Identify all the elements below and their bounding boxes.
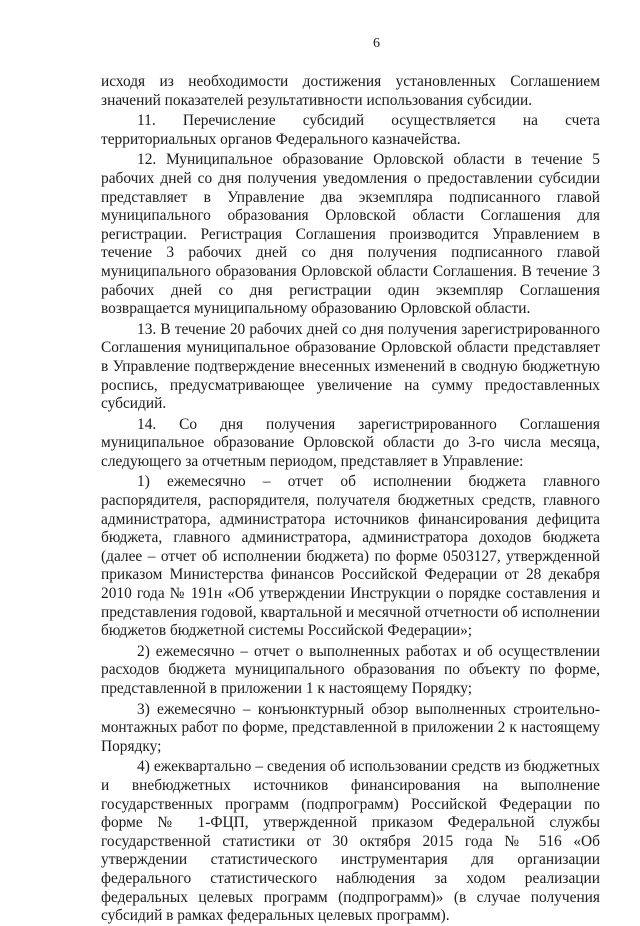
- paragraph: 14. Со дня получения зарегистрированного Соглашения муниципальное образование Орловской области до 3-го числа месяца, следующего за отчетным периодом, представляет в Управление:: [101, 415, 600, 470]
- paragraph: 12. Муниципальное образование Орловской области в течение 5 рабочих дней со дня получения уведомления о предоставлении субсидии представляет в Управление два экземпляра подписанного главой муниципального образования Орловской области Соглашения для регистрации. Регистрация Соглашения производится Управлением в течение 3 рабочих дней со дня получения подписанного главой муниципального образования Орловской области Соглашения. В течение 3 рабочих дней со дня регистрации один экземпляр Соглашения возвращается муниципальному образованию Орловской области.: [101, 151, 600, 318]
- paragraph: 4) ежеквартально – сведения об использовании средств из бюджетных и внебюджетных источников финансирования на выполнение государственных программ (подпрограмм) Российской Федерации по форме № 1-ФЦП, утвержденной приказом Федеральной службы государственной статистики от 30 октября 2015 года № 516 «Об утверждении статистического инструментария для организации федерального статистического наблюдения за ходом реализации федеральных целевых программ (подпрограмм)» (в случае получения субсидий в рамках федеральных целевых программ).: [101, 758, 600, 925]
- paragraph: 1) ежемесячно – отчет об исполнении бюджета главного распорядителя, распорядителя, получателя бюджетных средств, главного администратора, администратора источников финансирования дефицита бюджета, главного администратора, администратора доходов бюджета (далее – отчет об исполнении бюджета) по форме 0503127, утвержденной приказом Министерства финансов Российской Федерации от 28 декабря 2010 года № 191н «Об утверждении Инструкции о порядке составления и представления годовой, квартальной и месячной отчетности об исполнении бюджетов бюджетной системы Российской Федерации»;: [101, 473, 600, 640]
- paragraph: 13. В течение 20 рабочих дней со дня получения зарегистрированного Соглашения муниципальное образование Орловской области представляет в Управление подтверждение внесенных изменений в сводную бюджетную роспись, предусматривающее увеличение на сумму предоставленных субсидий.: [101, 320, 600, 413]
- paragraph: исходя из необходимости достижения установленных Соглашением значений показателей результативности использования субсидии.: [101, 73, 600, 109]
- page-number: 6: [373, 36, 380, 51]
- paragraph: 3) ежемесячно – конъюнктурный обзор выполненных строительно-монтажных работ по форме, представленной в приложении 2 к настоящему Порядку;: [101, 700, 600, 755]
- paragraph: 11. Перечисление субсидий осуществляется на счета территориальных органов Федерального казначейства.: [101, 112, 600, 148]
- paragraph: 2) ежемесячно – отчет о выполненных работах и об осуществлении расходов бюджета муниципального образования по объекту по форме, представленной в приложении 1 к настоящему Порядку;: [101, 642, 600, 697]
- document-body: [101, 73, 600, 926]
